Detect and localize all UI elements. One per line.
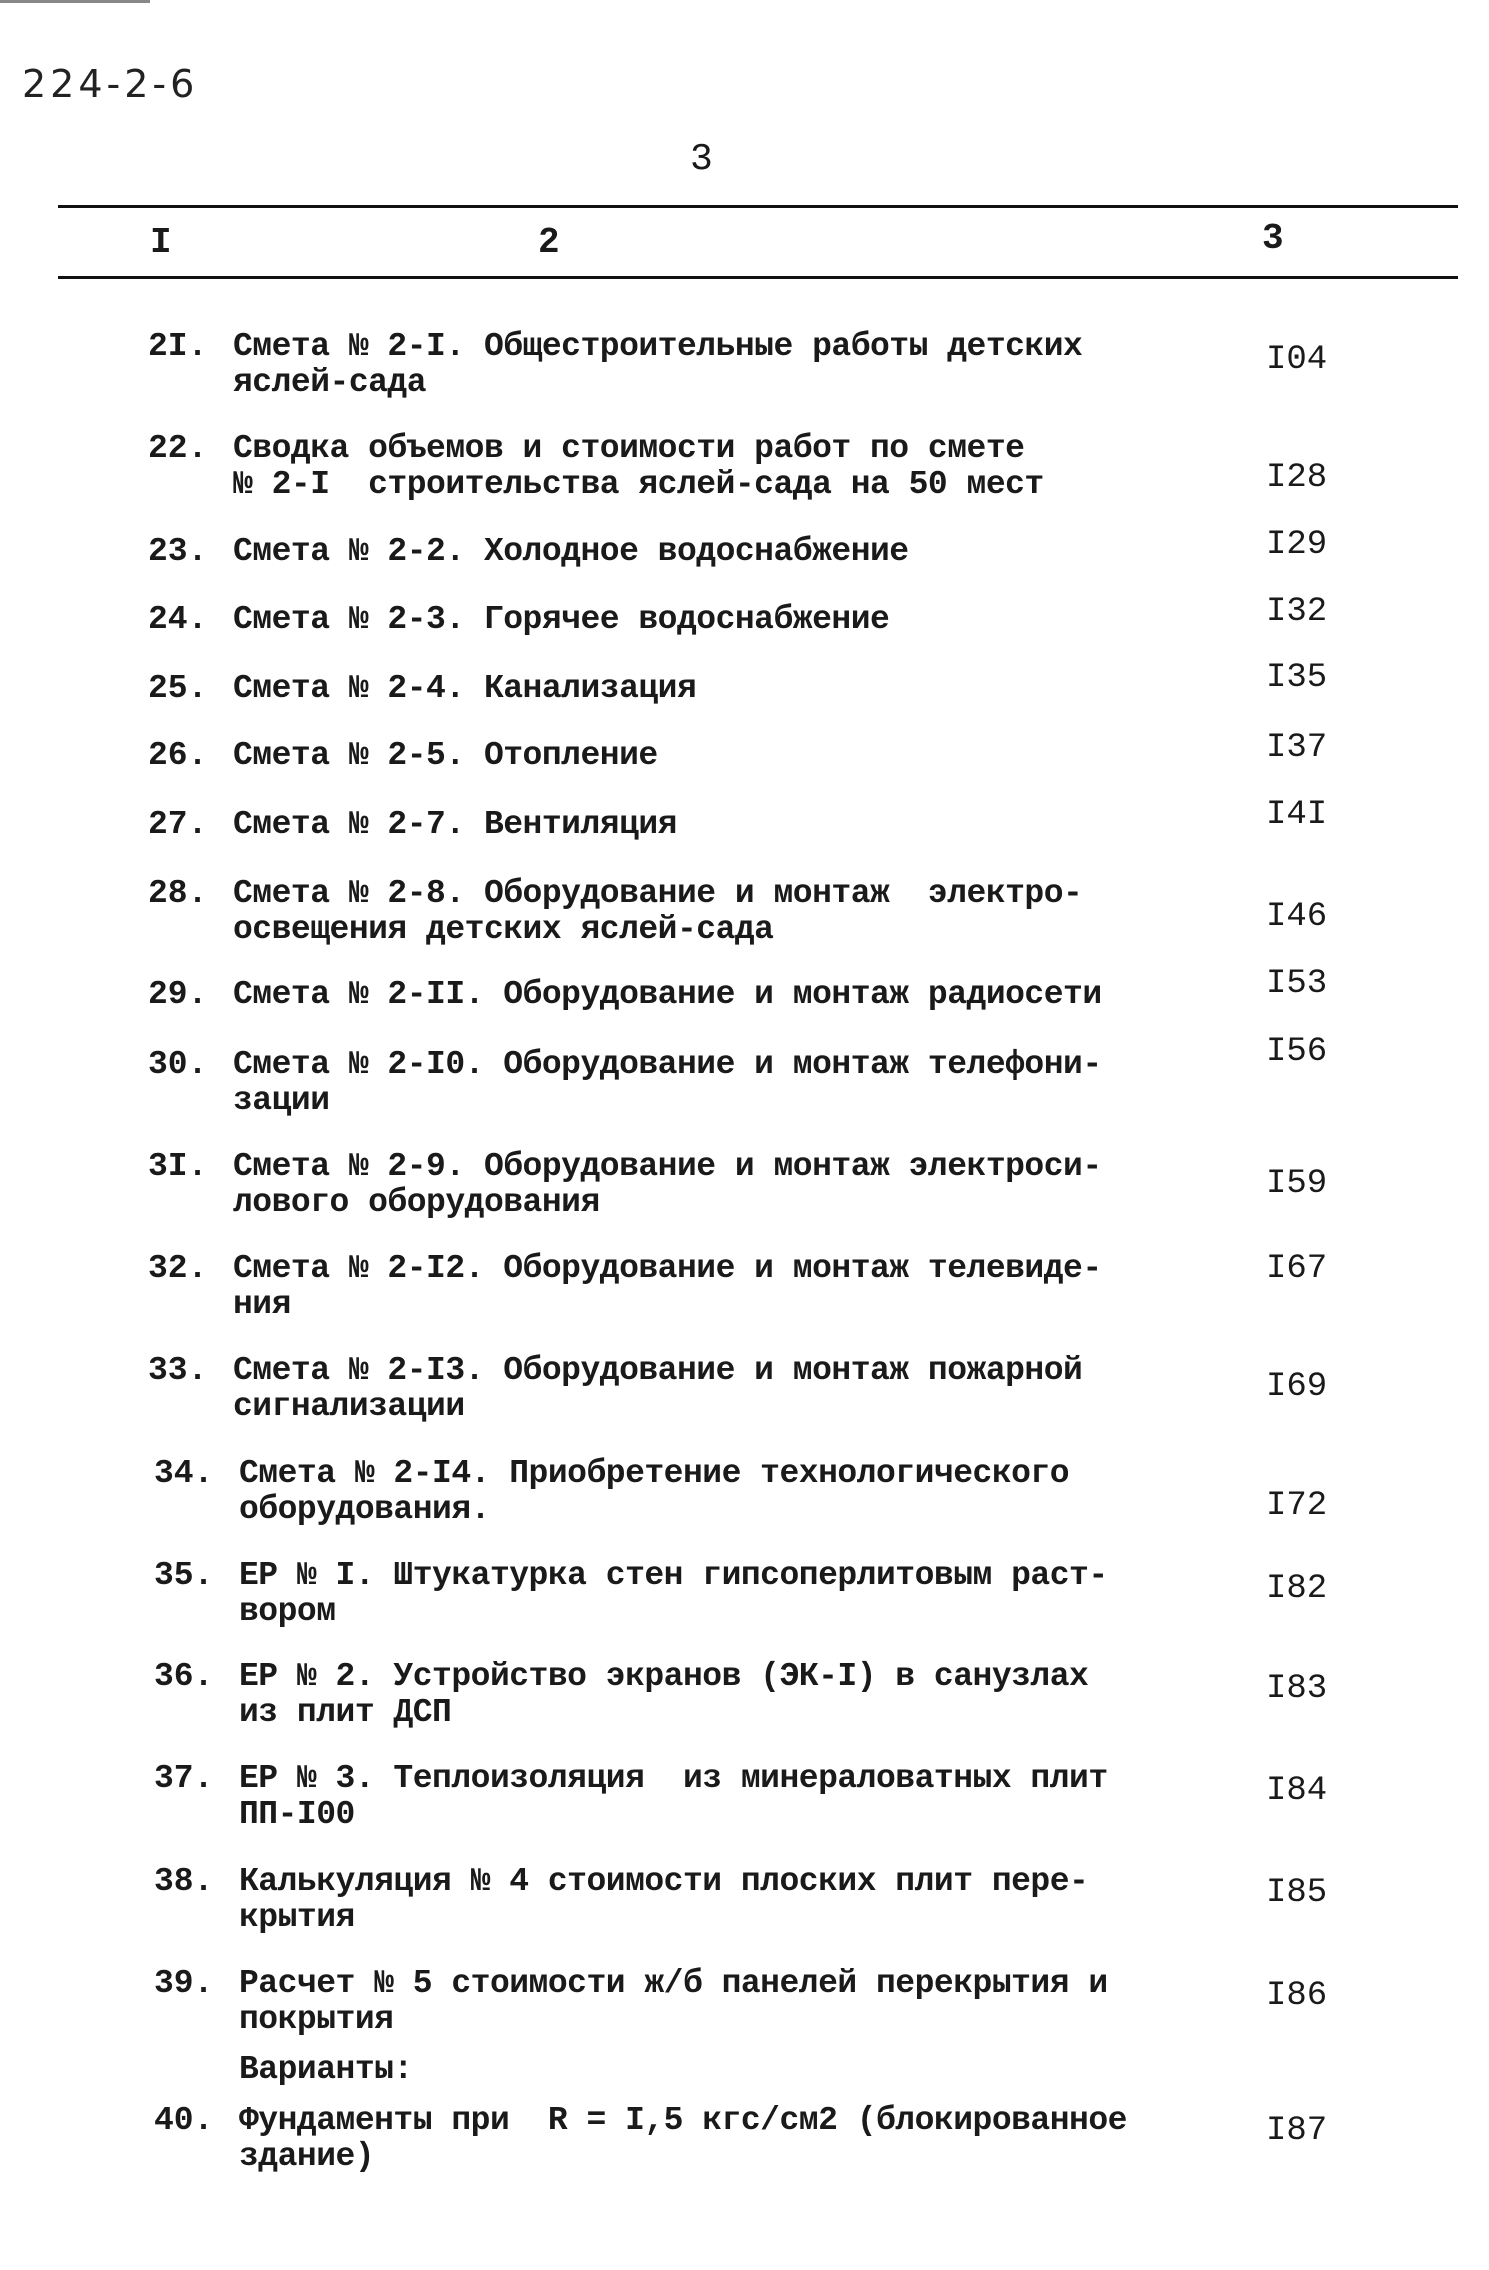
entry-page-number: I85	[1266, 1874, 1328, 1912]
entry-page-number: I69	[1266, 1368, 1328, 1406]
table-header-rule	[58, 276, 1458, 279]
entry-title-line: яслей-сада	[233, 364, 427, 401]
entry-title-line: освещения детских яслей-сада	[233, 911, 774, 948]
entry-number: 30.	[148, 1046, 208, 1083]
entry-title-line: Расчет № 5 стоимости ж/б панелей перекрытия и	[239, 1965, 1108, 2002]
entry-page-number: I59	[1266, 1165, 1328, 1203]
entry-page-number: I67	[1266, 1250, 1328, 1288]
entry-page-number: I4I	[1266, 796, 1328, 834]
entry-number: 3I.	[148, 1148, 208, 1185]
entry-title-line: сигнализации	[233, 1388, 465, 1425]
entry-number: 28.	[148, 875, 208, 912]
entry-title-line: Смета № 2-7. Вентиляция	[233, 806, 677, 843]
entry-page-number: I84	[1266, 1772, 1328, 1810]
entry-title-line: Смета № 2-5. Отопление	[233, 737, 658, 774]
entry-number: 40.	[154, 2102, 214, 2139]
entry-page-number: I04	[1266, 341, 1328, 379]
entry-title-line: № 2-I строительства яслей-сада на 50 мест	[233, 466, 1044, 503]
entry-page-number: I32	[1266, 593, 1328, 631]
entry-page-number: I86	[1266, 1977, 1328, 2015]
entry-number: 39.	[154, 1965, 214, 2002]
entry-title-line: Смета № 2-4. Канализация	[233, 670, 697, 707]
entry-number: 29.	[148, 976, 208, 1013]
entry-number: 25.	[148, 670, 208, 707]
entry-title-line: Смета № 2-I0. Оборудование и монтаж телефони-	[233, 1046, 1102, 1083]
entry-title-line: лового оборудования	[233, 1184, 600, 1221]
entry-number: 23.	[148, 533, 208, 570]
entry-title-line: Смета № 2-I3. Оборудование и монтаж пожарной	[233, 1352, 1083, 1389]
entry-title-line: здание)	[239, 2138, 375, 2175]
entry-page-number: I29	[1266, 526, 1328, 564]
entry-title-line: ПП-I00	[239, 1796, 355, 1833]
entry-number: 34.	[154, 1455, 214, 1492]
entry-title-line: Фундаменты при R = I,5 кгс/см2 (блокированное	[239, 2102, 1127, 2139]
document-code: 224-2-6	[22, 62, 199, 106]
entry-title-line: Смета № 2-I. Общестроительные работы детских	[233, 328, 1083, 365]
entry-number: 27.	[148, 806, 208, 843]
entry-title-line: оборудования.	[239, 1491, 490, 1528]
entry-number: 38.	[154, 1863, 214, 1900]
entry-title-line: ЕР № 3. Теплоизоляция из минераловатных плит	[239, 1760, 1108, 1797]
entry-title-line: Калькуляция № 4 стоимости плоских плит пере-	[239, 1863, 1089, 1900]
entry-title-line: Смета № 2-II. Оборудование и монтаж радиосети	[233, 976, 1102, 1013]
entry-number: 22.	[148, 430, 208, 467]
entry-title-line: Смета № 2-8. Оборудование и монтаж электро-	[233, 875, 1083, 912]
entry-title-line: зации	[233, 1082, 330, 1119]
entry-page-number: I46	[1266, 898, 1328, 936]
entry-page-number: I87	[1266, 2112, 1328, 2150]
entry-page-number: I53	[1266, 965, 1328, 1003]
column-header-3: 3	[1262, 218, 1284, 259]
entry-page-number: I83	[1266, 1670, 1328, 1708]
entry-page-number: I28	[1266, 459, 1328, 497]
entry-title-line: крытия	[239, 1899, 355, 1936]
entry-page-number: I82	[1266, 1570, 1328, 1608]
entry-title-line: ЕР № 2. Устройство экранов (ЭК-I) в санузлах	[239, 1658, 1089, 1695]
entry-number: 36.	[154, 1658, 214, 1695]
entry-title-line: Смета № 2-3. Горячее водоснабжение	[233, 601, 890, 638]
entry-number: 2I.	[148, 328, 208, 365]
section-heading: Варианты:	[239, 2051, 413, 2088]
entry-number: 32.	[148, 1250, 208, 1287]
entry-title-line: ЕР № I. Штукатурка стен гипсоперлитовым раст-	[239, 1557, 1108, 1594]
entry-number: 33.	[148, 1352, 208, 1389]
entry-number: 26.	[148, 737, 208, 774]
entry-title-line: из плит ДСП	[239, 1694, 452, 1731]
column-header-2: 2	[538, 222, 560, 263]
entry-title-line: ния	[233, 1286, 291, 1323]
column-header-1: I	[150, 222, 172, 263]
entry-title-line: покрытия	[239, 2001, 394, 2038]
entry-number: 35.	[154, 1557, 214, 1594]
page-number: 3	[690, 138, 713, 181]
entry-title-line: Смета № 2-9. Оборудование и монтаж электроси-	[233, 1148, 1102, 1185]
scan-edge-line	[0, 0, 150, 3]
entry-page-number: I72	[1266, 1487, 1328, 1525]
entry-title-line: Смета № 2-I2. Оборудование и монтаж телевиде-	[233, 1250, 1102, 1287]
entry-title-line: вором	[239, 1593, 336, 1630]
entry-title-line: Сводка объемов и стоимости работ по смете	[233, 430, 1025, 467]
entry-page-number: I56	[1266, 1033, 1328, 1071]
entry-number: 24.	[148, 601, 208, 638]
entry-page-number: I35	[1266, 659, 1328, 697]
table-top-rule	[58, 205, 1458, 208]
entry-number: 37.	[154, 1760, 214, 1797]
entry-page-number: I37	[1266, 729, 1328, 767]
entry-title-line: Смета № 2-2. Холодное водоснабжение	[233, 533, 909, 570]
entry-title-line: Смета № 2-I4. Приобретение технологического	[239, 1455, 1070, 1492]
